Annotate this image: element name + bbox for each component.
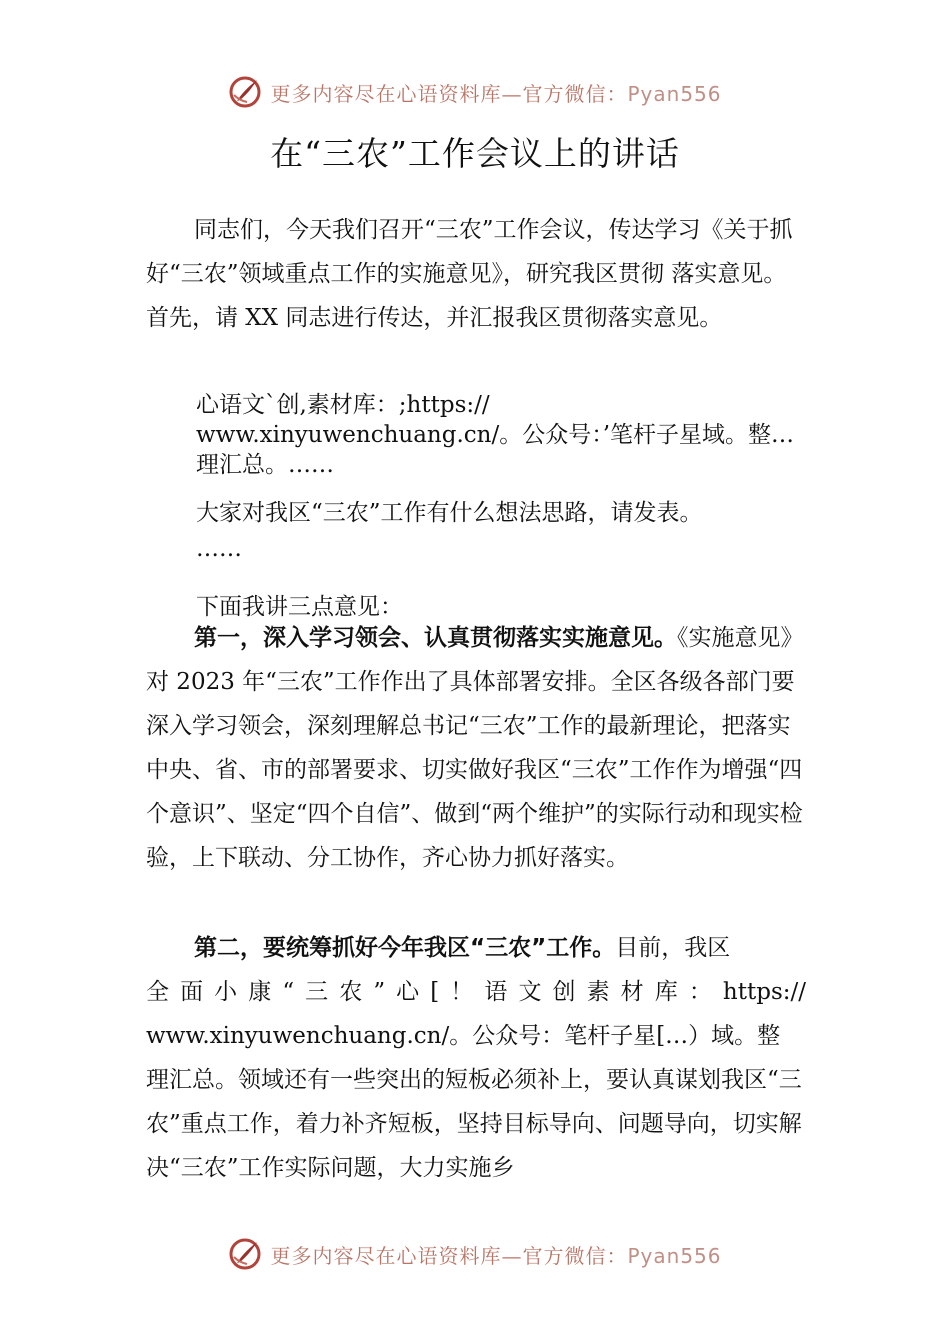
quill-logo-icon [228,1237,262,1271]
point-two-body-start: 目前，我区 [615,935,731,961]
point-two-line: 全面小康“三农”心[！语文创素材库：https:// [146,979,806,1005]
point-one-body: 《实施意见》对 2023 年“三农”工作作出了具体部署安排。全区各级各部门要深入学习领会，深刻理解总书记“三农”工作的最新理论，把落实中央、省、市的部署要求、切实做好我区“三农”工作作为增强“四个意识”、坚定“四个自信”、做到“两个维护”的实际行动和现实检验，上下联动、分工协作，齐心协力抓好落实。 [146,625,804,871]
watermark-notice [196,390,806,480]
quill-logo-icon [228,75,262,109]
ellipsis: …… [196,536,242,562]
point-two-heading: 第二，要统筹抓好今年我区“三农”工作。 [194,935,616,961]
point-two-line: www.xinyuwenchuang.cn/。公众号：笔杆子星[…）域。整 [146,1023,781,1049]
point-two-rest: 理汇总。领域还有一些突出的短板必须补上，要认真谋划我区“三农”重点工作，着力补齐短板，坚持目标导向、问题导向，切实解决“三农”工作实际问题，大力实施乡 [146,1067,802,1181]
wechat-id: Pyan556 [627,1243,722,1268]
point-two-paragraph [146,926,806,970]
point-one-paragraph [146,616,806,880]
opening-paragraph: 同志们，今天我们召开“三农”工作会议，传达学习《关于抓好“三农”领域重点工作的实施意见》，研究我区贯彻 落实意见。首先，请 XX 同志进行传达，并汇报我区贯彻落实意见。 [146,217,793,331]
header-banner [0,72,950,112]
notice-line: 理汇总。…… [196,452,334,478]
point-one-heading: 第一，深入学习领会、认真贯彻落实实施意见。 [194,625,677,651]
page-title: 在“三农”工作会议上的讲话 [270,134,680,173]
notice-line: www.xinyuwenchuang.cn/。公众号：’笔杆子星域。整… [196,422,795,448]
discussion-paragraph: 大家对我区“三农”工作有什么想法思路，请发表。 [196,500,703,526]
banner-text: 更多内容尽在心语资料库—官方微信：Pyan556 [270,81,722,106]
notice-line: 心语文`创,素材库：;https:// [196,392,490,418]
banner-text: 更多内容尽在心语资料库—官方微信：Pyan556 [270,1243,722,1268]
intro-paragraph: 下面我讲三点意见： [196,594,403,620]
wechat-id: Pyan556 [627,81,722,106]
footer-banner [0,1234,950,1274]
